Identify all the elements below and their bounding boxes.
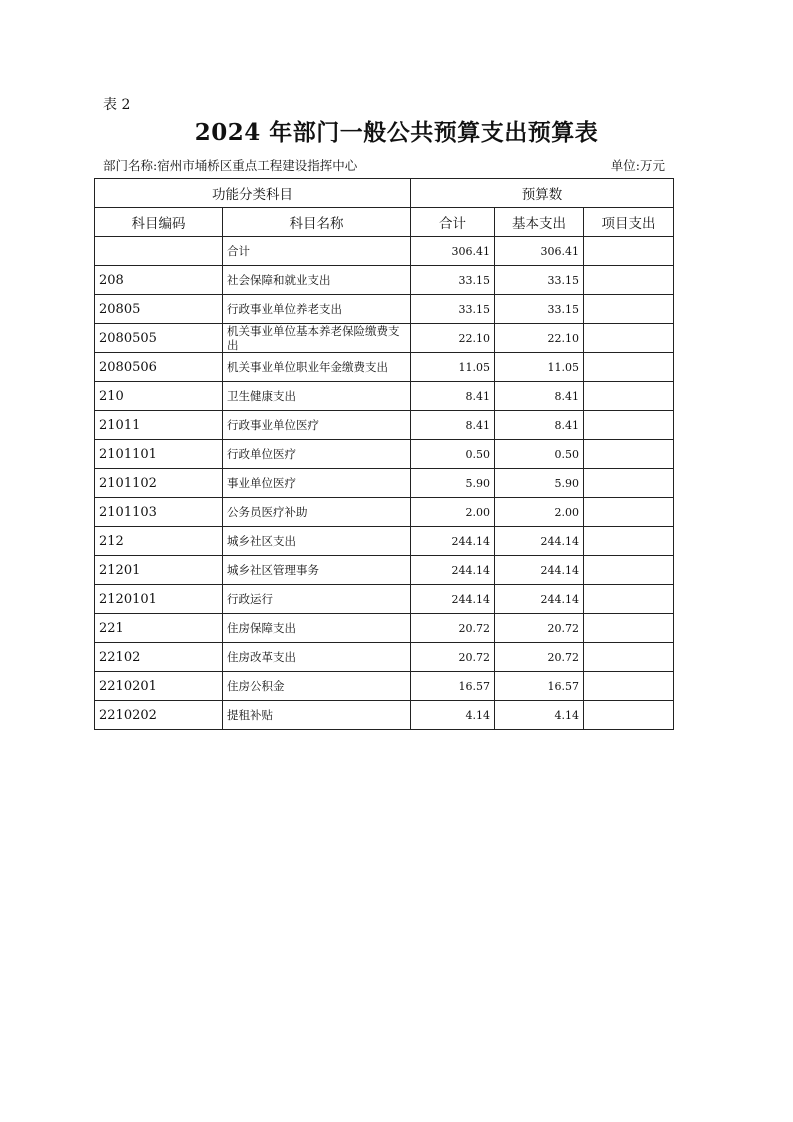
row-project [584, 701, 674, 730]
row-basic: 16.57 [495, 672, 584, 701]
row-code [95, 237, 223, 266]
row-basic: 8.41 [495, 382, 584, 411]
row-name: 住房公积金 [223, 672, 411, 701]
table-row [95, 353, 674, 382]
row-total: 8.41 [411, 382, 495, 411]
row-total: 0.50 [411, 440, 495, 469]
row-code: 2120101 [95, 585, 223, 614]
row-name: 事业单位医疗 [223, 469, 411, 498]
department-name: 部门名称:宿州市埇桥区重点工程建设指挥中心 [103, 158, 358, 173]
row-total: 20.72 [411, 643, 495, 672]
row-code: 212 [95, 527, 223, 556]
row-project [584, 353, 674, 382]
row-code: 221 [95, 614, 223, 643]
total-column-header: 合计 [411, 208, 495, 237]
row-basic: 2.00 [495, 498, 584, 527]
row-code: 22102 [95, 643, 223, 672]
row-total: 2.00 [411, 498, 495, 527]
row-basic: 8.41 [495, 411, 584, 440]
row-name: 机关事业单位职业年金缴费支出 [223, 353, 411, 382]
table-row [95, 469, 674, 498]
row-code: 2101103 [95, 498, 223, 527]
table-label: 表 2 [103, 97, 131, 113]
table-row [95, 266, 674, 295]
row-project [584, 266, 674, 295]
row-code: 2101102 [95, 469, 223, 498]
row-project [584, 324, 674, 353]
row-basic: 306.41 [495, 237, 584, 266]
row-project [584, 643, 674, 672]
row-code: 210 [95, 382, 223, 411]
name-column-header: 科目名称 [223, 208, 411, 237]
row-name: 城乡社区支出 [223, 527, 411, 556]
row-project [584, 672, 674, 701]
page-title: 2024 年部门一般公共预算支出预算表 [194, 119, 599, 146]
row-basic: 4.14 [495, 701, 584, 730]
row-total: 244.14 [411, 527, 495, 556]
row-code: 2101101 [95, 440, 223, 469]
row-total: 5.90 [411, 469, 495, 498]
table-row [95, 382, 674, 411]
code-column-header: 科目编码 [95, 208, 223, 237]
row-project [584, 585, 674, 614]
row-project [584, 440, 674, 469]
row-total: 16.57 [411, 672, 495, 701]
row-project [584, 295, 674, 324]
row-basic: 33.15 [495, 295, 584, 324]
row-project [584, 527, 674, 556]
row-total: 8.41 [411, 411, 495, 440]
row-basic: 244.14 [495, 585, 584, 614]
row-basic: 20.72 [495, 643, 584, 672]
row-code: 21011 [95, 411, 223, 440]
table-row [95, 643, 674, 672]
row-code: 21201 [95, 556, 223, 585]
table-row [95, 672, 674, 701]
row-name: 城乡社区管理事务 [223, 556, 411, 585]
table-row [95, 295, 674, 324]
row-name: 行政单位医疗 [223, 440, 411, 469]
table-row [95, 585, 674, 614]
group-header-row [95, 179, 674, 208]
row-code: 208 [95, 266, 223, 295]
row-project [584, 614, 674, 643]
row-total: 4.14 [411, 701, 495, 730]
row-name: 卫生健康支出 [223, 382, 411, 411]
row-basic: 11.05 [495, 353, 584, 382]
row-name: 行政事业单位养老支出 [223, 295, 411, 324]
table-row [95, 556, 674, 585]
column-header-row [95, 208, 674, 237]
table-row [95, 527, 674, 556]
row-code: 2080506 [95, 353, 223, 382]
row-name: 提租补贴 [223, 701, 411, 730]
row-total: 306.41 [411, 237, 495, 266]
table-row [95, 701, 674, 730]
row-basic: 33.15 [495, 266, 584, 295]
row-code: 20805 [95, 295, 223, 324]
row-basic: 244.14 [495, 556, 584, 585]
row-basic: 244.14 [495, 527, 584, 556]
table-row [95, 498, 674, 527]
table-row [95, 440, 674, 469]
row-basic: 5.90 [495, 469, 584, 498]
table-row [95, 411, 674, 440]
row-total: 33.15 [411, 266, 495, 295]
row-code: 2210201 [95, 672, 223, 701]
row-project [584, 382, 674, 411]
row-total: 22.10 [411, 324, 495, 353]
row-code: 2080505 [95, 324, 223, 353]
row-total: 11.05 [411, 353, 495, 382]
row-name: 住房改革支出 [223, 643, 411, 672]
budget-group-header: 预算数 [411, 179, 674, 208]
table-row [95, 324, 674, 353]
functional-group-header: 功能分类科目 [95, 179, 411, 208]
row-name: 住房保障支出 [223, 614, 411, 643]
row-name: 社会保障和就业支出 [223, 266, 411, 295]
row-basic: 20.72 [495, 614, 584, 643]
budget-table [94, 178, 674, 730]
row-total: 244.14 [411, 556, 495, 585]
row-project [584, 498, 674, 527]
row-basic: 22.10 [495, 324, 584, 353]
table-row [95, 237, 674, 266]
basic-column-header: 基本支出 [495, 208, 584, 237]
row-basic: 0.50 [495, 440, 584, 469]
row-project [584, 411, 674, 440]
table-row [95, 614, 674, 643]
row-name: 行政事业单位医疗 [223, 411, 411, 440]
row-name: 机关事业单位基本养老保险缴费支出 [223, 324, 411, 353]
row-project [584, 469, 674, 498]
row-project [584, 237, 674, 266]
row-name: 合计 [223, 237, 411, 266]
row-project [584, 556, 674, 585]
row-total: 20.72 [411, 614, 495, 643]
unit-label: 单位:万元 [610, 158, 665, 173]
row-name: 行政运行 [223, 585, 411, 614]
row-code: 2210202 [95, 701, 223, 730]
project-column-header: 项目支出 [584, 208, 674, 237]
row-total: 33.15 [411, 295, 495, 324]
row-total: 244.14 [411, 585, 495, 614]
row-name: 公务员医疗补助 [223, 498, 411, 527]
